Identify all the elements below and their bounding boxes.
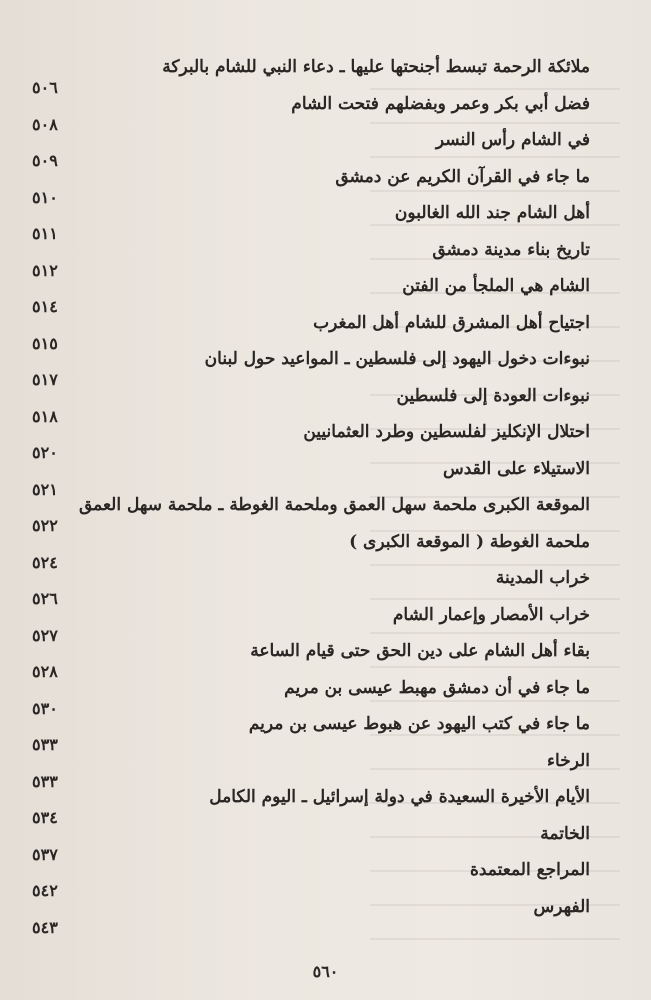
toc-entry-title: الاستيلاء على القدس <box>442 458 590 479</box>
toc-entry-page: ٥٢٦ <box>32 589 58 608</box>
toc-entry-page: ٥١١ <box>32 224 58 243</box>
toc-entry <box>30 450 590 499</box>
toc-entry-page: ٥٤٢ <box>32 881 58 900</box>
toc-entry-title: ما جاء في القرآن الكريم عن دمشق <box>335 166 590 187</box>
toc-entry-title: الموقعة الكبرى ملحمة سهل العمق وملحمة الغوطة ـ ملحمة سهل العمق <box>78 495 590 515</box>
toc-entry <box>30 815 590 864</box>
toc-entry-title: خراب المدينة <box>495 568 590 588</box>
toc-entry <box>30 267 590 316</box>
toc-entry <box>30 377 590 426</box>
toc-entry <box>30 194 590 243</box>
toc-entry-title: المراجع المعتمدة <box>469 860 590 880</box>
toc-entry-page: ٥٢٨ <box>32 662 58 681</box>
toc-entry-page: ٥١٠ <box>32 187 58 207</box>
toc-entry <box>30 559 590 608</box>
toc-entry <box>30 340 590 389</box>
toc-entry-title: في الشام رأس النسر <box>435 130 590 150</box>
toc-entry-title: ما جاء في كتب اليهود عن هبوط عيسى بن مريم <box>248 714 590 734</box>
toc-entry-title: فضل أبي بكر وعمر وبفضلهم فتحت الشام <box>291 93 590 114</box>
toc-entry-page: ٥١٥ <box>32 333 58 353</box>
toc-entry-title: نبوءات دخول اليهود إلى فلسطين ـ المواعيد حول لبنان <box>204 349 590 369</box>
toc-entry-page: ٥٣٤ <box>32 808 58 827</box>
toc-entry <box>30 596 590 645</box>
toc-entry-title: احتلال الإنكليز لفلسطين وطرد العثمانيين <box>303 422 590 442</box>
toc-entry <box>30 304 590 353</box>
toc-entry-page: ٥٢٢ <box>32 516 58 535</box>
table-of-contents <box>30 48 590 937</box>
toc-entry <box>30 231 590 280</box>
toc-entry <box>30 778 590 827</box>
toc-entry-page: ٥٠٨ <box>32 114 58 134</box>
toc-entry <box>30 48 590 97</box>
toc-entry-title: الخاتمة <box>540 823 590 844</box>
page-number: ٥٦٠ <box>312 962 339 981</box>
toc-entry-title: اجتياح أهل المشرق للشام أهل المغرب <box>313 312 590 333</box>
toc-entry <box>30 632 590 681</box>
toc-entry <box>30 121 590 170</box>
toc-entry-title: الشام هي الملجأ من الفتن <box>402 276 590 296</box>
toc-entry <box>30 158 590 207</box>
toc-entry-page: ٥٢٤ <box>32 552 58 572</box>
toc-entry <box>30 486 590 535</box>
toc-entry-page: ٥١٢ <box>32 260 58 280</box>
toc-entry-page: ٥٢١ <box>32 479 58 499</box>
toc-entry <box>30 851 590 900</box>
toc-entry-page: ٥٠٩ <box>32 151 58 170</box>
toc-entry <box>30 413 590 462</box>
toc-entry-title: الرخاء <box>547 750 590 771</box>
toc-entry-page: ٥١٤ <box>32 297 58 316</box>
toc-entry-title: نبوءات العودة إلى فلسطين <box>396 385 590 406</box>
toc-entry-title: أهل الشام جند الله الغالبون <box>394 203 590 223</box>
toc-entry-page: ٥٢٧ <box>32 625 58 645</box>
toc-entry-page: ٥٠٦ <box>32 78 58 97</box>
toc-entry-page: ٥٣٣ <box>32 735 58 754</box>
toc-entry <box>30 85 590 134</box>
toc-entry-page: ٥١٨ <box>32 406 58 426</box>
toc-entry-page: ٥٣٧ <box>32 844 58 864</box>
toc-entry <box>30 888 590 937</box>
toc-entry-page: ٥٢٠ <box>32 443 58 462</box>
toc-entry-title: ما جاء في أن دمشق مهبط عيسى بن مريم <box>284 677 590 698</box>
toc-entry-page: ٥٣٣ <box>32 771 58 791</box>
toc-entry-title: الفهرس <box>533 896 590 917</box>
toc-entry-title: بقاء أهل الشام على دين الحق حتى قيام الساعة <box>250 641 590 661</box>
toc-entry <box>30 523 590 572</box>
toc-entry-title: تاريخ بناء مدينة دمشق <box>432 239 590 260</box>
toc-entry-page: ٥١٧ <box>32 370 58 389</box>
toc-entry-title: الأيام الأخيرة السعيدة في دولة إسرائيل ـ اليوم الكامل <box>209 787 590 807</box>
toc-entry-page: ٥٣٠ <box>32 698 58 718</box>
toc-entry-title: ملحمة الغوطة ( الموقعة الكبرى ) <box>349 531 590 552</box>
toc-entry <box>30 705 590 754</box>
toc-entry <box>30 669 590 718</box>
toc-entry-title: خراب الأمصار وإعمار الشام <box>392 604 590 625</box>
toc-entry-page: ٥٤٣ <box>32 917 58 937</box>
toc-entry-title: ملائكة الرحمة تبسط أجنحتها عليها ـ دعاء النبي للشام بالبركة <box>162 57 590 77</box>
toc-entry <box>30 742 590 791</box>
